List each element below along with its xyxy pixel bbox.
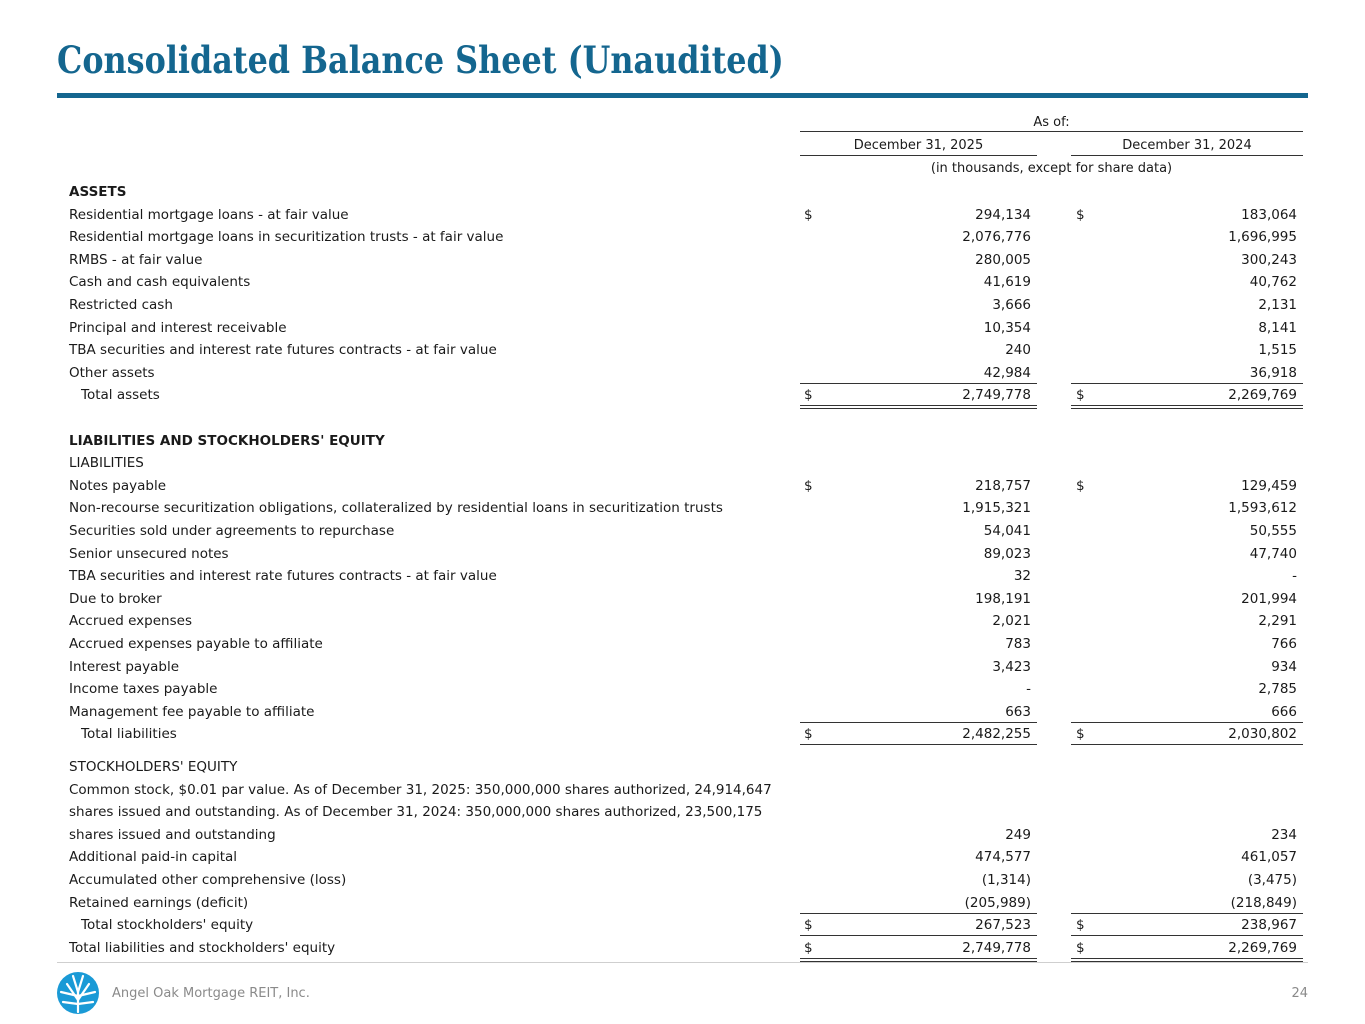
value-2024: 2,269,769 [1228,387,1297,404]
row-label: Other assets [69,364,155,381]
dollar-sign-2024: $ [1076,726,1085,743]
column-header-2025: December 31, 2025 [853,138,984,153]
footer-rule [57,962,1308,963]
value-2024: 238,967 [1241,917,1297,934]
double-rule-2025 [800,405,1037,409]
value-2024: 183,064 [1241,206,1297,223]
value-2024: 8,141 [1258,319,1297,336]
value-2025: 474,577 [975,849,1031,866]
row-label: Residential mortgage loans in securitization trusts - at fair value [69,229,504,246]
page-title: Consolidated Balance Sheet (Unaudited) [57,38,784,82]
row-label: Accrued expenses payable to affiliate [69,636,323,652]
value-2025: (1,314) [981,872,1031,888]
row-label: shares issued and outstanding. As of December 31, 2024: 350,000,000 shares authorized, 23,500,175 [69,804,763,821]
single-rule-2025 [800,744,1037,745]
value-2025: 41,619 [983,274,1031,291]
value-2025: - [1026,681,1031,698]
row-label: Senior unsecured notes [69,545,229,562]
row-label: Securities sold under agreements to repurchase [69,523,395,539]
single-rule-2025 [800,383,1037,384]
value-2025: (205,989) [964,894,1031,911]
value-2025: 2,076,776 [962,229,1031,246]
row-label: Total assets [81,387,160,404]
dollar-sign-2025: $ [804,726,813,743]
value-2024: 36,918 [1249,364,1297,381]
row-label: Management fee payable to affiliate [69,703,315,720]
value-2024: 1,593,612 [1228,500,1297,517]
row-label: LIABILITIES AND STOCKHOLDERS' EQUITY [69,432,385,449]
value-2025: 2,482,255 [962,726,1031,743]
value-2025: 2,749,778 [962,387,1031,404]
value-2024: 129,459 [1241,477,1297,494]
row-label: Due to broker [69,590,162,607]
value-2024: 2,291 [1258,613,1297,630]
dollar-sign-2024: $ [1076,206,1085,223]
dollar-sign-2024: $ [1076,917,1085,934]
row-label: Residential mortgage loans - at fair value [69,206,349,223]
value-2024: 47,740 [1249,545,1297,562]
value-2025: 240 [1005,342,1031,359]
value-2025: 294,134 [975,206,1031,223]
row-label: RMBS - at fair value [69,251,203,268]
value-2025: 783 [1005,636,1031,652]
value-2025: 218,757 [975,477,1031,494]
row-label: Common stock, $0.01 par value. As of December 31, 2025: 350,000,000 shares authorized, 24,914,647 [69,781,772,798]
value-2024: 2,269,769 [1228,939,1297,956]
value-2024: 234 [1271,826,1297,843]
value-2024: 300,243 [1241,251,1297,268]
as-of-header: As of: [1033,115,1070,130]
value-2025: 267,523 [975,917,1031,934]
row-label: Total liabilities [81,726,177,743]
units-note: (in thousands, except for share data) [930,161,1173,176]
value-2025: 89,023 [983,545,1031,562]
row-label: Accumulated other comprehensive (loss) [69,872,347,888]
value-2024: 50,555 [1249,523,1297,539]
value-2025: 3,666 [992,297,1031,313]
value-2025: 280,005 [975,251,1031,268]
single-rule-2025 [800,935,1037,936]
value-2024: 1,515 [1258,342,1297,359]
value-2025: 249 [1005,826,1031,843]
single-rule-2025 [800,913,1037,914]
as-of-rule [800,131,1303,132]
company-name: Angel Oak Mortgage REIT, Inc. [112,986,310,1001]
value-2024: - [1292,568,1297,585]
dollar-sign-2024: $ [1076,939,1085,956]
single-rule-2024 [1071,913,1303,914]
value-2025: 10,354 [983,319,1031,336]
page-number: 24 [1291,986,1308,1001]
row-label: Income taxes payable [69,681,218,698]
row-label: Restricted cash [69,297,173,313]
column-header-rule-2024 [1071,155,1303,156]
value-2025: 2,749,778 [962,939,1031,956]
double-rule-2024 [1071,405,1303,409]
value-2024: 461,057 [1241,849,1297,866]
single-rule-2024 [1071,935,1303,936]
row-label: TBA securities and interest rate futures contracts - at fair value [69,568,497,585]
row-label: Total stockholders' equity [81,917,254,934]
value-2024: 201,994 [1241,590,1297,607]
title-underline [57,93,1308,98]
value-2025: 3,423 [992,658,1031,675]
value-2025: 1,915,321 [962,500,1031,517]
row-label: STOCKHOLDERS' EQUITY [69,759,238,775]
row-label: Cash and cash equivalents [69,274,251,291]
dollar-sign-2025: $ [804,917,813,934]
dollar-sign-2025: $ [804,387,813,404]
tree-logo-icon [57,972,99,1014]
value-2024: 40,762 [1249,274,1297,291]
single-rule-2025 [800,722,1037,723]
row-label: Interest payable [69,658,180,675]
row-label: LIABILITIES [69,455,144,472]
column-header-rule-2025 [800,155,1037,156]
row-label: Principal and interest receivable [69,319,287,336]
single-rule-2024 [1071,744,1303,745]
value-2024: 666 [1271,703,1297,720]
value-2025: 54,041 [983,523,1031,539]
dollar-sign-2024: $ [1076,387,1085,404]
column-header-2024: December 31, 2024 [1122,138,1252,153]
value-2024: (218,849) [1230,894,1297,911]
row-label: Accrued expenses [69,613,192,630]
row-label: TBA securities and interest rate futures contracts - at fair value [69,342,497,359]
row-label: Non-recourse securitization obligations, collateralized by residential loans in securitization trusts [69,500,723,517]
value-2024: 2,131 [1258,297,1297,313]
single-rule-2024 [1071,722,1303,723]
row-label: Notes payable [69,477,167,494]
dollar-sign-2024: $ [1076,477,1085,494]
value-2024: 2,030,802 [1228,726,1297,743]
value-2025: 32 [1013,568,1031,585]
dollar-sign-2025: $ [804,206,813,223]
row-label: shares issued and outstanding [69,826,276,843]
value-2025: 2,021 [992,613,1031,630]
row-label: ASSETS [69,184,127,200]
value-2024: 2,785 [1258,681,1297,698]
dollar-sign-2025: $ [804,939,813,956]
row-label: Additional paid-in capital [69,849,238,866]
value-2025: 663 [1005,703,1031,720]
value-2025: 198,191 [975,590,1031,607]
row-label: Retained earnings (deficit) [69,894,249,911]
value-2024: (3,475) [1247,872,1297,888]
dollar-sign-2025: $ [804,477,813,494]
single-rule-2024 [1071,383,1303,384]
value-2024: 1,696,995 [1228,229,1297,246]
value-2024: 934 [1271,658,1297,675]
value-2024: 766 [1271,636,1297,652]
value-2025: 42,984 [983,364,1031,381]
row-label: Total liabilities and stockholders' equity [69,939,336,956]
